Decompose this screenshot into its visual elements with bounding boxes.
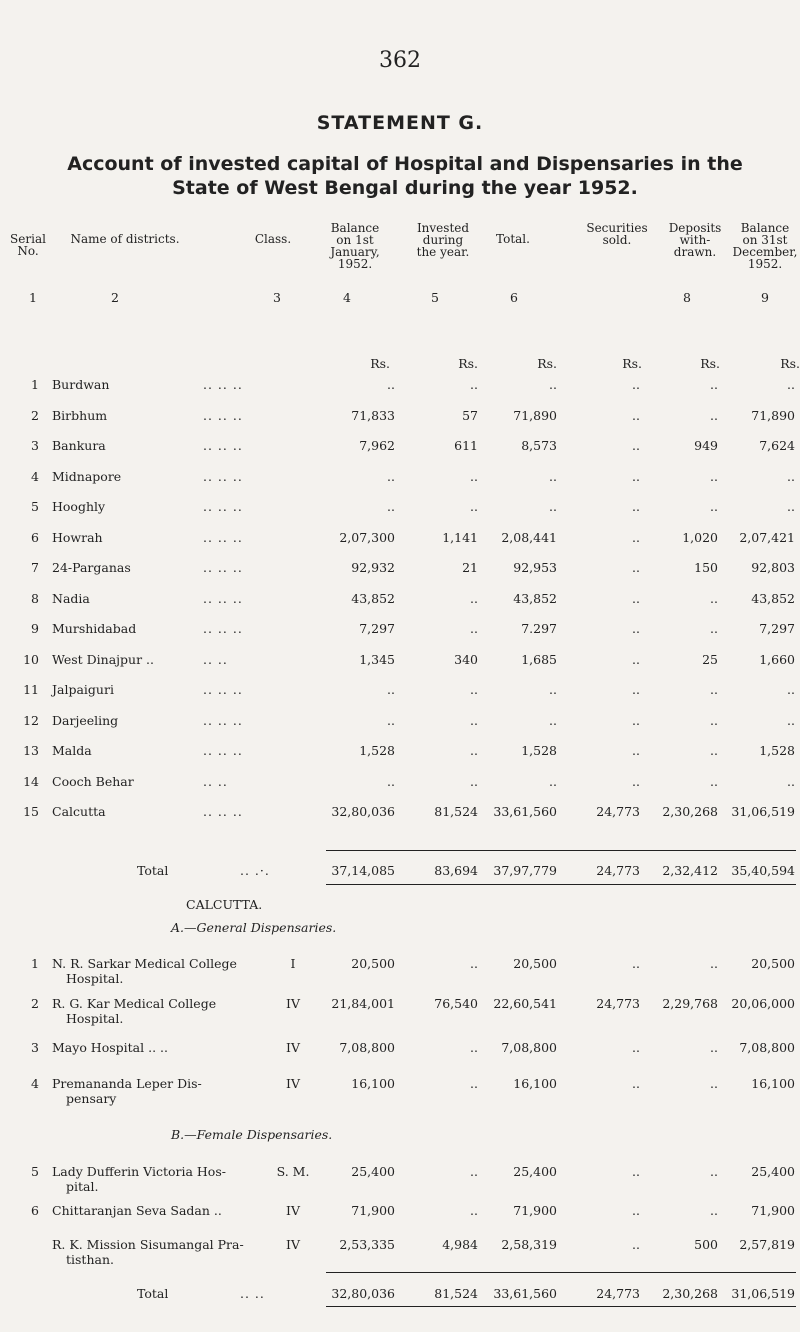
amount-cell: .. bbox=[710, 1203, 718, 1218]
page-number: 362 bbox=[379, 48, 421, 73]
amount-cell: 1,141 bbox=[442, 529, 478, 545]
amount-cell: .. bbox=[387, 468, 395, 484]
leader-dots: .. .. .. bbox=[203, 560, 243, 575]
district-name: Jalpaiguri bbox=[52, 682, 114, 697]
amount-cell: 7,962 bbox=[359, 438, 395, 453]
amount-cell: .. bbox=[387, 377, 395, 392]
amount-cell: 2,30,268 bbox=[662, 804, 718, 819]
header-balance-start: January, bbox=[330, 245, 380, 259]
amount-cell: .. bbox=[470, 377, 478, 392]
amount-cell: 1,685 bbox=[521, 651, 557, 667]
serial-number: 10 bbox=[23, 651, 39, 667]
header-balance-end: on 31st bbox=[742, 233, 788, 247]
amount-cell: 25 bbox=[702, 651, 718, 667]
amount-cell: 32,80,036 bbox=[331, 804, 395, 819]
amount-cell: .. bbox=[632, 651, 640, 667]
leader-dots: .. .. .. bbox=[203, 682, 243, 697]
header-balance-end: 1952. bbox=[747, 257, 783, 271]
amount-cell: 33,61,560 bbox=[493, 804, 557, 819]
amount-cell: 2,29,768 bbox=[662, 996, 718, 1011]
amount-cell: .. bbox=[470, 712, 478, 728]
column-number: 9 bbox=[761, 290, 769, 305]
amount-cell: .. bbox=[632, 529, 640, 545]
institution-name: Mayo Hospital .. .. bbox=[52, 1040, 168, 1055]
district-name: 24-Parganas bbox=[52, 560, 131, 575]
amount-cell: 71,900 bbox=[351, 1203, 395, 1218]
amount-cell: 150 bbox=[694, 560, 718, 575]
amount-cell: 16,100 bbox=[351, 1076, 395, 1091]
amount-cell: 71,890 bbox=[513, 407, 557, 423]
serial-number: 6 bbox=[31, 1203, 39, 1218]
amount-cell: 33,61,560 bbox=[493, 1286, 557, 1301]
header-balance-end: Balance bbox=[740, 221, 790, 235]
amount-cell: 43,852 bbox=[513, 590, 557, 606]
header-class: Class. bbox=[254, 232, 292, 246]
amount-cell: 2,07,300 bbox=[339, 529, 395, 545]
institution-name: pensary bbox=[66, 1091, 117, 1106]
amount-cell: .. bbox=[632, 712, 640, 728]
district-name: Burdwan bbox=[52, 377, 110, 392]
header-invested: the year. bbox=[416, 245, 470, 259]
amount-cell: .. bbox=[470, 621, 478, 636]
amount-cell: .. bbox=[549, 499, 557, 514]
amount-cell: .. bbox=[549, 773, 557, 789]
amount-cell: .. bbox=[710, 1040, 718, 1055]
amount-cell: 7,624 bbox=[759, 438, 795, 453]
amount-cell: 71,833 bbox=[351, 407, 395, 423]
amount-cell: 71,890 bbox=[751, 407, 795, 423]
unit-label: Rs. bbox=[370, 356, 390, 371]
header-balance-end: December, bbox=[732, 245, 798, 259]
amount-cell: 43,852 bbox=[751, 590, 795, 606]
header-invested: Invested bbox=[416, 221, 470, 235]
amount-cell: 340 bbox=[454, 651, 478, 667]
amount-cell: 92,953 bbox=[513, 560, 557, 575]
serial-number: 3 bbox=[31, 438, 39, 453]
district-name: Cooch Behar bbox=[52, 773, 134, 789]
amount-cell: .. bbox=[632, 1164, 640, 1179]
institution-name: R. K. Mission Sisumangal Pra- bbox=[52, 1237, 244, 1252]
amount-cell: 92,932 bbox=[351, 560, 395, 575]
serial-number: 4 bbox=[31, 1076, 39, 1091]
unit-label: Rs. bbox=[780, 356, 800, 371]
header-balance-start: on 1st bbox=[336, 233, 374, 247]
amount-cell: 37,14,085 bbox=[331, 863, 395, 878]
serial-number: 11 bbox=[23, 682, 39, 697]
header-total: Total. bbox=[496, 232, 530, 246]
amount-cell: .. bbox=[710, 468, 718, 484]
section-a-heading: A.—General Dispensaries. bbox=[171, 920, 337, 935]
section-b-heading: B.—Female Dispensaries. bbox=[171, 1127, 333, 1142]
amount-cell: .. bbox=[787, 377, 795, 392]
amount-cell: .. bbox=[632, 1040, 640, 1055]
amount-cell: .. bbox=[470, 499, 478, 514]
total-rule-top bbox=[326, 850, 796, 851]
amount-cell: 57 bbox=[462, 407, 478, 423]
column-number: 5 bbox=[431, 290, 439, 305]
district-name: Midnapore bbox=[52, 468, 122, 484]
amount-cell: .. bbox=[632, 621, 640, 636]
amount-cell: 31,06,519 bbox=[731, 804, 795, 819]
header-balance-start: 1952. bbox=[337, 257, 373, 271]
calcutta-heading: CALCUTTA. bbox=[186, 897, 263, 912]
institution-name: Lady Dufferin Victoria Hos- bbox=[52, 1164, 226, 1179]
amount-cell: .. bbox=[710, 773, 718, 789]
amount-cell: .. bbox=[549, 377, 557, 392]
serial-number: 15 bbox=[23, 804, 39, 819]
amount-cell: 16,100 bbox=[513, 1076, 557, 1091]
amount-cell: .. bbox=[710, 590, 718, 606]
amount-cell: 24,773 bbox=[596, 863, 640, 878]
amount-cell: .. bbox=[632, 1203, 640, 1218]
leader-dots: .. .. .. bbox=[203, 377, 243, 392]
amount-cell: 2,08,441 bbox=[501, 529, 557, 545]
amount-cell: 21,84,001 bbox=[331, 996, 395, 1011]
amount-cell: 31,06,519 bbox=[731, 1286, 795, 1301]
district-name: Nadia bbox=[52, 590, 90, 606]
amount-cell: .. bbox=[787, 682, 795, 697]
amount-cell: 2,53,335 bbox=[339, 1237, 395, 1252]
amount-cell: 2,30,268 bbox=[662, 1286, 718, 1301]
amount-cell: .. bbox=[632, 590, 640, 606]
amount-cell: .. bbox=[632, 1237, 640, 1252]
class-cell: IV bbox=[286, 1076, 300, 1091]
header-invested: during bbox=[422, 233, 464, 247]
total-label: Total bbox=[137, 1286, 169, 1301]
amount-cell: 1,528 bbox=[359, 743, 395, 758]
district-name: Bankura bbox=[52, 438, 106, 453]
amount-cell: .. bbox=[710, 499, 718, 514]
amount-cell: 1,660 bbox=[759, 651, 795, 667]
header-deposits-withdrawn: with- bbox=[679, 233, 711, 247]
amount-cell: 1,345 bbox=[359, 651, 395, 667]
leader-dots: .. .. bbox=[203, 773, 228, 789]
amount-cell: .. bbox=[632, 773, 640, 789]
total-label: Total bbox=[137, 863, 169, 878]
amount-cell: 35,40,594 bbox=[731, 863, 795, 878]
amount-cell: .. bbox=[387, 499, 395, 514]
amount-cell: .. bbox=[632, 499, 640, 514]
amount-cell: 7,08,800 bbox=[339, 1040, 395, 1055]
class-cell: IV bbox=[286, 1237, 300, 1252]
calcutta-total-rule-top bbox=[326, 1272, 796, 1273]
class-cell: IV bbox=[286, 1040, 300, 1055]
district-name: Darjeeling bbox=[52, 712, 119, 728]
district-name: West Dinajpur .. bbox=[52, 651, 154, 667]
amount-cell: 20,500 bbox=[351, 956, 395, 971]
amount-cell: .. bbox=[470, 590, 478, 606]
serial-number: 2 bbox=[31, 407, 39, 423]
unit-label: Rs. bbox=[458, 356, 478, 371]
class-cell: S. M. bbox=[276, 1164, 310, 1179]
serial-number: 4 bbox=[31, 468, 39, 484]
amount-cell: 7,08,800 bbox=[739, 1040, 795, 1055]
institution-name: Chittaranjan Seva Sadan .. bbox=[52, 1203, 222, 1218]
header-deposits-withdrawn: Deposits bbox=[668, 221, 722, 235]
amount-cell: 1,528 bbox=[759, 743, 795, 758]
amount-cell: 20,500 bbox=[513, 956, 557, 971]
amount-cell: 2,32,412 bbox=[662, 863, 718, 878]
amount-cell: 7.297 bbox=[521, 621, 557, 636]
amount-cell: .. bbox=[470, 956, 478, 971]
amount-cell: .. bbox=[787, 468, 795, 484]
class-cell: IV bbox=[286, 1203, 300, 1218]
amount-cell: 25,400 bbox=[351, 1164, 395, 1179]
leader-dots: .. .. .. bbox=[203, 438, 243, 453]
district-name: Murshidabad bbox=[52, 621, 137, 636]
leader-dots: .. .. .. bbox=[203, 499, 243, 514]
district-name: Howrah bbox=[52, 529, 103, 545]
serial-number: 3 bbox=[31, 1040, 39, 1055]
district-name: Malda bbox=[52, 743, 92, 758]
amount-cell: .. bbox=[787, 499, 795, 514]
leader-dots: .. .. .. bbox=[203, 621, 243, 636]
amount-cell: 7,297 bbox=[359, 621, 395, 636]
amount-cell: 25,400 bbox=[513, 1164, 557, 1179]
amount-cell: 21 bbox=[462, 560, 478, 575]
leader-dots: .. .. bbox=[240, 1286, 265, 1301]
amount-cell: .. bbox=[710, 377, 718, 392]
amount-cell: 500 bbox=[694, 1237, 718, 1252]
leader-dots: .. .. .. bbox=[203, 804, 243, 819]
amount-cell: .. bbox=[710, 1076, 718, 1091]
amount-cell: .. bbox=[710, 1164, 718, 1179]
column-number: 1 bbox=[29, 290, 37, 305]
amount-cell: .. bbox=[632, 377, 640, 392]
leader-dots: .. .. .. bbox=[203, 407, 243, 423]
amount-cell: .. bbox=[470, 773, 478, 789]
leader-dots: .. .. .. bbox=[203, 590, 243, 606]
institution-name: Premananda Leper Dis- bbox=[52, 1076, 202, 1091]
serial-number: 9 bbox=[31, 621, 39, 636]
calcutta-total-rule-bottom bbox=[326, 1306, 796, 1307]
serial-number: 8 bbox=[31, 590, 39, 606]
district-name: Birbhum bbox=[52, 407, 108, 423]
serial-number: 13 bbox=[23, 743, 39, 758]
amount-cell: 16,100 bbox=[751, 1076, 795, 1091]
amount-cell: .. bbox=[632, 682, 640, 697]
amount-cell: .. bbox=[710, 743, 718, 758]
header-serial-no: Serial bbox=[10, 232, 46, 246]
amount-cell: 76,540 bbox=[434, 996, 478, 1011]
column-number: 2 bbox=[111, 290, 119, 305]
institution-name: tisthan. bbox=[66, 1252, 114, 1267]
amount-cell: .. bbox=[632, 1076, 640, 1091]
amount-cell: 7,297 bbox=[759, 621, 795, 636]
amount-cell: .. bbox=[787, 712, 795, 728]
column-number: 6 bbox=[510, 290, 518, 305]
leader-dots: .. .. .. bbox=[203, 743, 243, 758]
institution-name: N. R. Sarkar Medical College bbox=[52, 956, 237, 971]
amount-cell: 37,97,779 bbox=[493, 863, 557, 878]
amount-cell: .. bbox=[632, 468, 640, 484]
amount-cell: 92,803 bbox=[751, 560, 795, 575]
amount-cell: 611 bbox=[454, 438, 478, 453]
serial-number: 2 bbox=[31, 996, 39, 1011]
amount-cell: 2,58,319 bbox=[501, 1237, 557, 1252]
amount-cell: 22,60,541 bbox=[493, 996, 557, 1011]
amount-cell: 43,852 bbox=[351, 590, 395, 606]
amount-cell: 81,524 bbox=[434, 804, 478, 819]
amount-cell: .. bbox=[470, 1040, 478, 1055]
amount-cell: .. bbox=[387, 773, 395, 789]
serial-number: 12 bbox=[23, 712, 39, 728]
amount-cell: 4,984 bbox=[442, 1237, 478, 1252]
district-name: Hooghly bbox=[52, 499, 106, 514]
amount-cell: 83,694 bbox=[434, 863, 478, 878]
total-rule-bottom bbox=[326, 884, 796, 885]
amount-cell: 24,773 bbox=[596, 996, 640, 1011]
leader-dots: .. .. .. bbox=[203, 468, 243, 484]
column-number: 8 bbox=[683, 290, 691, 305]
unit-label: Rs. bbox=[537, 356, 557, 371]
amount-cell: .. bbox=[632, 743, 640, 758]
serial-number: 5 bbox=[31, 499, 39, 514]
header-name-of-districts: Name of districts. bbox=[70, 232, 180, 246]
class-cell: IV bbox=[286, 996, 300, 1011]
amount-cell: .. bbox=[787, 773, 795, 789]
serial-number: 7 bbox=[31, 560, 39, 575]
amount-cell: .. bbox=[632, 560, 640, 575]
amount-cell: .. bbox=[710, 956, 718, 971]
amount-cell: 1,020 bbox=[682, 529, 718, 545]
amount-cell: 7,08,800 bbox=[501, 1040, 557, 1055]
institution-name: Hospital. bbox=[66, 971, 124, 986]
header-balance-start: Balance bbox=[330, 221, 380, 235]
serial-number: 1 bbox=[31, 956, 39, 971]
amount-cell: 2,07,421 bbox=[739, 529, 795, 545]
amount-cell: .. bbox=[470, 682, 478, 697]
district-name: Calcutta bbox=[52, 804, 106, 819]
document-title: Account of invested capital of Hospital and Dispensaries in the State of West Bengal during the year 1952. bbox=[67, 153, 743, 199]
serial-number: 6 bbox=[31, 529, 39, 545]
amount-cell: 81,524 bbox=[434, 1286, 478, 1301]
leader-dots: .. .. .. bbox=[203, 712, 243, 728]
amount-cell: 25,400 bbox=[751, 1164, 795, 1179]
statement-label: STATEMENT G. bbox=[316, 112, 484, 134]
amount-cell: 71,900 bbox=[751, 1203, 795, 1218]
amount-cell: .. bbox=[387, 712, 395, 728]
leader-dots: .. .. bbox=[203, 651, 228, 667]
amount-cell: 24,773 bbox=[596, 804, 640, 819]
amount-cell: .. bbox=[710, 407, 718, 423]
amount-cell: 20,500 bbox=[751, 956, 795, 971]
amount-cell: .. bbox=[470, 1203, 478, 1218]
amount-cell: 2,57,819 bbox=[739, 1237, 795, 1252]
amount-cell: 1,528 bbox=[521, 743, 557, 758]
amount-cell: .. bbox=[710, 712, 718, 728]
column-number: 3 bbox=[273, 290, 281, 305]
amount-cell: .. bbox=[710, 621, 718, 636]
leader-dots: .. .·. bbox=[240, 863, 270, 878]
serial-number: 1 bbox=[31, 377, 39, 392]
amount-cell: 71,900 bbox=[513, 1203, 557, 1218]
amount-cell: .. bbox=[632, 407, 640, 423]
institution-name: Hospital. bbox=[66, 1011, 124, 1026]
amount-cell: .. bbox=[632, 956, 640, 971]
amount-cell: .. bbox=[632, 438, 640, 453]
amount-cell: 32,80,036 bbox=[331, 1286, 395, 1301]
header-deposits-withdrawn: drawn. bbox=[673, 245, 717, 259]
header-securities-sold: sold. bbox=[602, 233, 632, 247]
amount-cell: .. bbox=[470, 1164, 478, 1179]
amount-cell: 949 bbox=[694, 438, 718, 453]
header-serial-no: No. bbox=[17, 244, 39, 258]
class-cell: I bbox=[290, 956, 296, 971]
amount-cell: .. bbox=[549, 712, 557, 728]
unit-label: Rs. bbox=[622, 356, 642, 371]
amount-cell: .. bbox=[470, 468, 478, 484]
leader-dots: .. .. .. bbox=[203, 529, 243, 545]
column-number: 4 bbox=[343, 290, 351, 305]
amount-cell: .. bbox=[549, 682, 557, 697]
amount-cell: .. bbox=[710, 682, 718, 697]
amount-cell: .. bbox=[470, 743, 478, 758]
institution-name: R. G. Kar Medical College bbox=[52, 996, 217, 1011]
institution-name: pital. bbox=[66, 1179, 99, 1194]
amount-cell: 8,573 bbox=[521, 438, 557, 453]
amount-cell: .. bbox=[387, 682, 395, 697]
header-securities-sold: Securities bbox=[586, 221, 648, 235]
amount-cell: 20,06,000 bbox=[731, 996, 795, 1011]
amount-cell: .. bbox=[549, 468, 557, 484]
serial-number: 5 bbox=[31, 1164, 39, 1179]
serial-number: 14 bbox=[23, 773, 39, 789]
amount-cell: .. bbox=[470, 1076, 478, 1091]
amount-cell: 24,773 bbox=[596, 1286, 640, 1301]
unit-label: Rs. bbox=[700, 356, 720, 371]
